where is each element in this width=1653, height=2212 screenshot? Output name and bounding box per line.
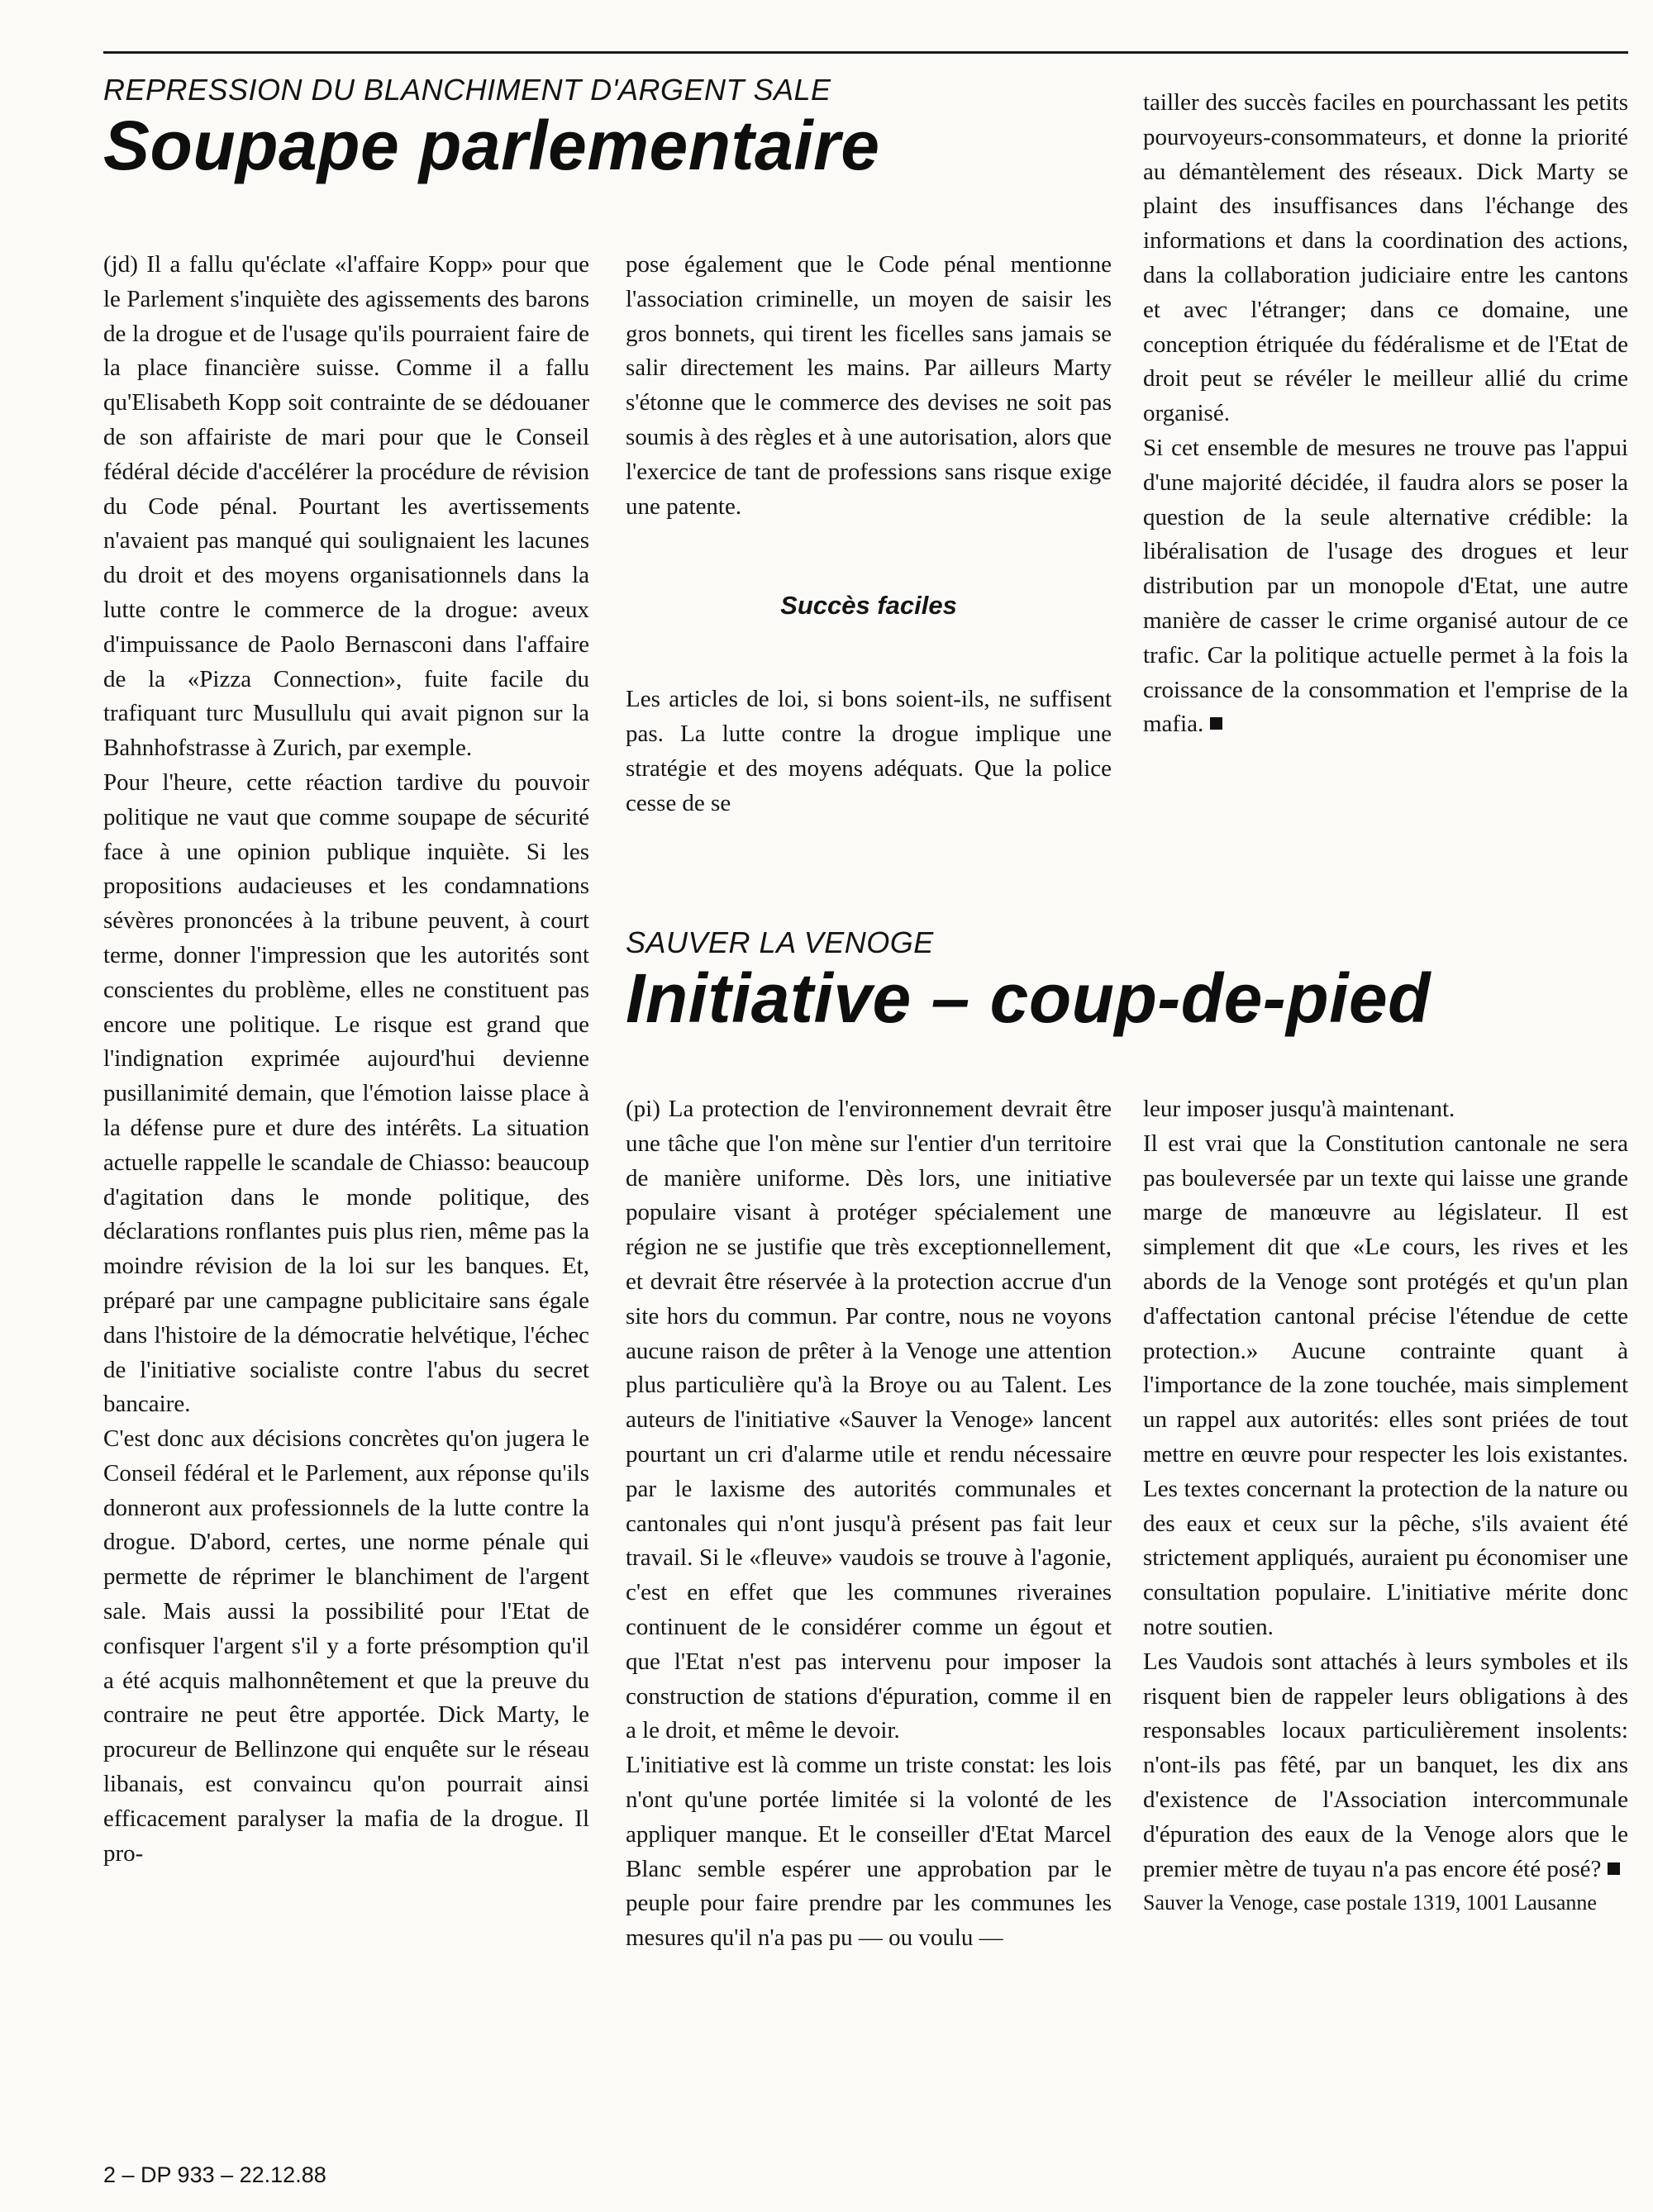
article1-paragraph: (jd) Il a fallu qu'éclate «l'affaire Kopp» pour que le Parlement s'inquiète des agissements des barons de la drogue et de l'usage qu'ils pourraient faire de la place financière suisse. Comme il a fallu qu'Elisabeth Kopp soit contrainte de se dédouaner de son affairiste de mari pour que le Conseil fédéral décide d'accélérer la procédure de révision du Code pénal. Pourtant les avertissements n'avaient pas manqué qui soulignaient les lacunes du droit et des moyens organisationnels dans la lutte contre le commerce de la drogue: aveux d'impuissance de Paolo Bernasconi dans l'affaire de la «Pizza Connection», fuite facile du trafiquant turc Musullulu qui avait pignon sur la Bahnhofstrasse à Zurich, par exemple. [103, 251, 589, 762]
article2-paragraph: L'initiative est là comme un triste constat: les lois n'ont qu'une portée limitée si la volonté de les appliquer manque. Et le conseiller d'Etat Marcel Blanc semble espérer une approbation par le peuple pour faire prendre par les communes les mesures qu'il n'a pas pu — ou voulu — [626, 1752, 1112, 1952]
article2-paragraph: leur imposer jusqu'à maintenant. [1143, 1096, 1455, 1122]
top-rule [103, 51, 1628, 54]
article1-paragraph: pose également que le Code pénal mentionne l'association criminelle, un moyen de saisir les gros bonnets, qui tirent les ficelles sans jamais se salir directement les mains. Par ailleurs Marty s'étonne que le commerce des devises ne soit pas soumis à des règles et à une autorisation, alors que l'exercice de tant de professions sans risque exige une patente. [626, 251, 1112, 520]
article2-column-1 [626, 1092, 1112, 2142]
article1-paragraph: C'est donc aux décisions concrètes qu'on jugera le Conseil fédéral et le Parlement, aux réponse qu'ils donneront aux professionnels de la lutte contre la drogue. D'abord, certes, une norme pénale qui permette de réprimer le blanchiment de l'argent sale. Mais aussi la possibilité pour l'Etat de confisquer l'argent s'il y a forte présomption qu'il a été acquis malhonnêtement et que la preuve du contraire ne peut être apportée. Dick Marty, le procureur de Bellinzone qui enquête sur le réseau libanais, est convaincu qu'on pourrait ainsi efficacement paralyser la mafia de la drogue. Il pro- [103, 1425, 589, 1867]
article1-column-1 [103, 248, 589, 2140]
end-of-article-mark [1608, 1862, 1620, 1875]
article1-title: Soupape parlementaire [103, 107, 880, 184]
article2-kicker: SAUVER LA VENOGE [626, 925, 934, 959]
article2-paragraph-text: Les Vaudois sont attachés à leurs symboles et ils risquent bien de rappeler leurs obligations à des responsables locaux particulièrement insolents: n'ont-ils pas fêté, par un banquet, les dix ans d'existence de l'Association intercommunale d'épuration des eaux de la Venoge alors que le premier mètre de tuyau n'a pas encore été posé? [1143, 1648, 1628, 1882]
article1-paragraph-text: Si cet ensemble de mesures ne trouve pas l'appui d'une majorité décidée, il faudra alors se poser la question de la seule alternative crédible: la libéralisation de l'usage des drogues et leur distribution par un monopole d'Etat, une autre manière de casser le crime organisé autour de ce trafic. Car la politique actuelle permet à la fois la croissance de la consommation et l'emprise de la mafia. [1143, 434, 1628, 738]
article1-kicker: REPRESSION DU BLANCHIMENT D'ARGENT SALE [103, 73, 831, 107]
article2-paragraph: (pi) La protection de l'environnement devrait être une tâche que l'on mène sur l'entier d'un territoire de manière uniforme. Dès lors, une initiative populaire visant à protéger spécialement une région ne se justifie que très exceptionnellement, et devrait être réservée à la protection accrue d'un site hors du commun. Par contre, nous ne voyons aucune raison de prêter à la Venoge une attention plus particulière qu'à la Broye ou au Talent. Les auteurs de l'initiative «Sauver la Venoge» lancent pourtant un cri d'alarme utile et rendu nécessaire par le laxisme des autorités communales et cantonales qui n'ont jusqu'à présent pas fait leur travail. Si le «fleuve» vaudois se trouve à l'agonie, c'est en effet que les communes riveraines continuent de le considérer comme un égout et que l'Etat n'est pas intervenu pour imposer la construction de stations d'épuration, comme il en a le droit, et même le devoir. [626, 1096, 1112, 1744]
article2-column-2 [1143, 1092, 1628, 2142]
page-footer: 2 – DP 933 – 22.12.88 [103, 2162, 326, 2187]
article1-paragraph [1143, 431, 1628, 742]
end-of-article-mark [1210, 717, 1222, 730]
article1-paragraph: Pour l'heure, cette réaction tardive du pouvoir politique ne vaut que comme soupape de sécurité face à une opinion publique inquiète. Si les propositions audacieuses et les condamnations sévères prononcées à la tribune peuvent, à court terme, donner l'impression que les autorités sont conscientes du problème, elles ne constituent pas encore une politique. Le risque est grand que l'indignation exprimée aujourd'hui devienne pusillanimité demain, que l'émotion laisse place à la défense pure et dure des intérêts. La situation actuelle rappelle le scandale de Chiasso: beaucoup d'agitation dans le monde politique, des déclarations ronflantes puis plus rien, même pas la moindre révision de la loi sur les banques. Et, préparé par une campagne publicitaire sans égale dans l'histoire de la démocratie helvétique, l'échec de l'initiative socialiste contre l'abus du secret bancaire. [103, 768, 589, 1418]
article1-paragraph: tailler des succès faciles en pourchassant les petits pourvoyeurs-consommateurs, et donne la priorité au démantèlement des réseaux. Dick Marty se plaint des insuffisances dans l'échange des informations et dans la coordination des actions, dans la collaboration judiciaire entre les cantons et avec l'étranger; dans ce domaine, une conception étriquée du fédéralisme et de l'Etat de droit peut se révéler le meilleur allié du crime organisé. [1143, 89, 1628, 427]
article1-paragraph: Les articles de loi, si bons soient-ils, ne suffisent pas. La lutte contre la drogue implique une stratégie et des moyens adéquats. Que la police cesse de se [626, 686, 1112, 816]
article2-paragraph [1143, 1645, 1628, 1887]
article1-subheading: Succès faciles [780, 591, 957, 621]
article1-column-3 [1143, 86, 1628, 863]
contact-address: Sauver la Venoge, case postale 1319, 1001 Lausanne [1143, 1891, 1597, 1915]
article1-column-2 [626, 248, 1112, 859]
article2-title: Initiative – coup-de-pied [626, 959, 1431, 1037]
article2-paragraph: Il est vrai que la Constitution cantonale ne sera pas bouleversée par un texte qui laisse une grande marge de manœuvre au législateur. Il est simplement dit que «Le cours, les rives et les abords de la Venoge sont protégés et qu'un plan d'affectation cantonal précise l'étendue de cette protection.» Aucune contrainte quant à l'importance de la zone touchée, mais simplement un rappel aux autorités: elles sont priées de tout mettre en œuvre pour respecter les lois existantes. Les textes concernant la protection de la nature ou des eaux et ceux sur la pêche, s'ils avaient été strictement appliqués, auraient pu économiser une consultation populaire. L'initiative mérite donc notre soutien. [1143, 1130, 1628, 1640]
